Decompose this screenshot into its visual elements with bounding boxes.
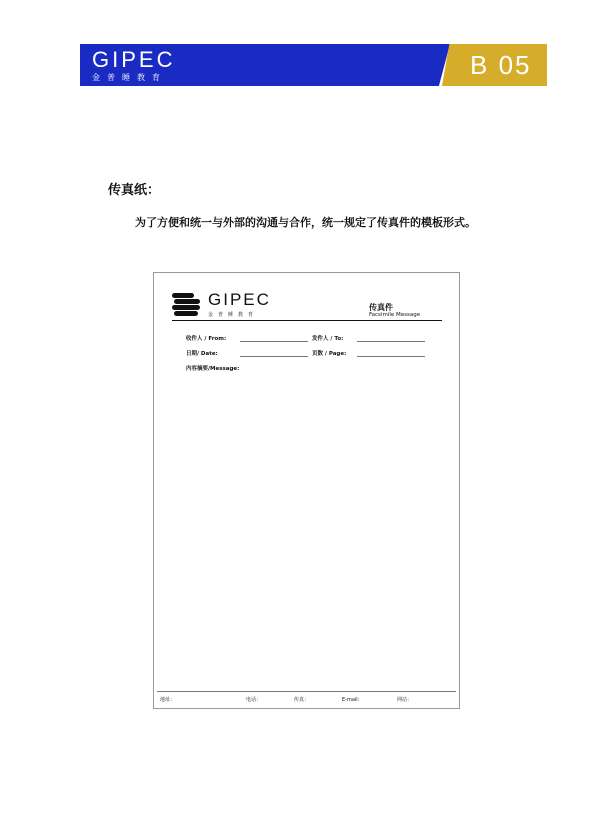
date-label: 日期/ Date: bbox=[186, 351, 218, 357]
fax-title: 传真件 bbox=[369, 303, 393, 312]
footer-phone: 电话： bbox=[246, 697, 262, 703]
footer-divider bbox=[157, 691, 456, 692]
pages-line bbox=[357, 356, 425, 357]
sender-line bbox=[357, 341, 425, 342]
banner-logo-subtitle: 金普睡教育 bbox=[92, 73, 167, 82]
message-label: 内容摘要/Message: bbox=[186, 366, 240, 372]
fax-logo-subtitle: 金普睡教育 bbox=[208, 312, 259, 318]
footer-address: 地址： bbox=[160, 697, 176, 703]
fax-template-sheet bbox=[153, 272, 460, 709]
recipient-label: 收件人 / From: bbox=[186, 336, 227, 342]
footer-website: 网站： bbox=[397, 697, 413, 703]
header-banner bbox=[80, 44, 547, 86]
pages-label: 页数 / Page: bbox=[312, 351, 347, 357]
footer-fax: 传真： bbox=[294, 697, 310, 703]
footer-email: E-mail： bbox=[342, 697, 363, 703]
logo-stack-icon bbox=[172, 293, 202, 317]
sender-label: 发件人 / To: bbox=[312, 336, 344, 342]
date-line bbox=[240, 356, 308, 357]
section-intro: 为了方便和统一与外部的沟通与合作，统一规定了传真件的模板形式。 bbox=[135, 216, 476, 229]
fax-subtitle: Facsimile Message bbox=[369, 312, 421, 318]
section-title: 传真纸： bbox=[108, 183, 161, 198]
recipient-line bbox=[240, 341, 308, 342]
header-divider bbox=[172, 320, 442, 321]
banner-logo-word: GIPEC bbox=[92, 47, 176, 72]
fax-logo-word: GIPEC bbox=[208, 290, 271, 309]
page-code: B 05 bbox=[470, 50, 532, 80]
